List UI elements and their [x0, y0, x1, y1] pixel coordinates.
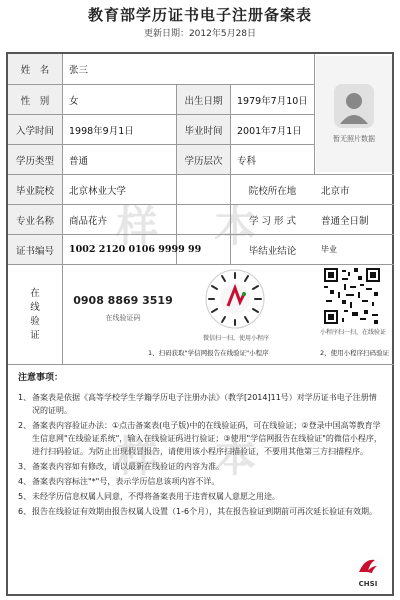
note-item	[18, 460, 384, 473]
watermark-sample-3: 样	[116, 432, 165, 481]
gender-value: 女	[69, 95, 79, 107]
chsi-logo	[348, 556, 388, 588]
note-text: 备案表内容如有修改，请以最新在线验证的内容为准。	[32, 462, 224, 471]
location-label: 院校所在地	[231, 175, 314, 204]
page-title: 教育部学历证书电子注册备案表	[87, 6, 312, 24]
note-item	[18, 391, 384, 417]
notes-section	[18, 372, 384, 520]
note-text: 报告在线验证有效期由报告权属人设置（1-6个月），其在报告验证到期前可再次延长验证有效期。	[32, 507, 378, 516]
school-label: 毕业院校	[8, 175, 62, 204]
note-text: 备案表是依据《高等学校学生学籍学历电子注册办法》（教学[2014]11号）对学历证书电子注册情况的证明。	[32, 393, 377, 415]
mini-program-code-icon	[204, 268, 266, 330]
photo-area	[316, 56, 392, 172]
school-value: 北京林业大学	[69, 185, 127, 197]
enroll-label: 入学时间	[8, 115, 62, 144]
edu-type-value: 普通	[69, 155, 89, 167]
verify-code[interactable]: 0908 8869 3519	[73, 294, 173, 307]
note-text: 备案表内容验证办法：①点击备案表(电子版)中的在线验证码，可在线验证；②登录中国高等教育学生信息网"在线验证系统"，输入在线验证码进行验证；③使用"学信网报告在线验证"的微信小程序，进行扫码验证。为防止出现假冒报告，请使用该小程序扫描验证，不要用其他第三方扫描程序。	[32, 421, 382, 456]
update-date: 更新日期：2012年5月28日	[143, 29, 257, 39]
grad-label: 毕业时间	[177, 115, 230, 144]
major-value: 商品花卉	[69, 215, 108, 227]
edu-level-label: 学历层次	[177, 145, 230, 174]
notes-title: 注意事项：	[18, 373, 64, 383]
conclusion-label: 毕结业结论	[231, 235, 314, 264]
form-value: 普通全日制	[321, 215, 369, 227]
avatar-placeholder-icon	[334, 84, 374, 128]
note-number: 6、	[18, 507, 32, 516]
note-number: 3、	[18, 462, 32, 471]
grad-value: 2001年7月1日	[237, 125, 302, 137]
note-item	[18, 419, 384, 458]
qr-code[interactable]	[324, 268, 380, 324]
location-value: 北京市	[321, 185, 350, 197]
edu-type-label: 学历类型	[8, 145, 62, 174]
name-value: 张三	[69, 65, 89, 76]
note-text: 备案表内容标注"*"号，表示学历信息该项内容不详。	[32, 477, 220, 486]
wechat-caption: 微信扫一扫，使用小程序	[202, 335, 269, 342]
verify-label: 在线验证	[8, 265, 62, 364]
verify-step-2: 2、使用小程序扫码验证	[320, 349, 390, 357]
edu-level-value: 专科	[237, 155, 257, 167]
note-number: 1、	[18, 393, 32, 402]
name-label: 姓 名	[8, 54, 62, 84]
form-label: 学 习 形 式	[231, 205, 314, 234]
qr-caption: 小程序扫一扫，在线验证	[319, 329, 386, 336]
birth-label: 出生日期	[177, 85, 230, 114]
photo-caption: 暂无照片数据	[333, 135, 375, 143]
cert-label: 证书编号	[8, 235, 62, 264]
note-text: 未经学历信息权属人同意，不得将备案表用于违背权属人意愿之用途。	[32, 492, 280, 501]
note-item	[18, 475, 384, 488]
birth-value: 1979年7月10日	[237, 95, 308, 107]
qr-code-icon	[324, 268, 380, 324]
note-number: 4、	[18, 477, 32, 486]
note-item	[18, 490, 384, 503]
chsi-bird-icon	[357, 556, 379, 576]
conclusion-value: 毕业	[321, 245, 337, 254]
watermark-sample-2: 本	[214, 202, 263, 251]
gender-label: 性 别	[8, 85, 62, 114]
note-number: 2、	[18, 421, 32, 430]
note-number: 5、	[18, 492, 32, 501]
mini-program-code[interactable]	[204, 268, 266, 330]
enroll-value: 1998年9月1日	[69, 125, 134, 137]
note-item	[18, 505, 384, 518]
watermark-sample-1: 样	[116, 202, 165, 251]
record-sheet	[6, 52, 394, 596]
verify-code-caption: 在线验证码	[105, 314, 141, 322]
major-label: 专业名称	[8, 205, 62, 234]
cert-value: 1002 2120 0106 9999 99	[69, 244, 202, 255]
verify-step-1: 1、扫码获取"学信网报告在线验证"小程序	[148, 349, 269, 357]
watermark-sample-4: 本	[214, 432, 263, 481]
chsi-logo-text: CHSI	[358, 580, 378, 588]
